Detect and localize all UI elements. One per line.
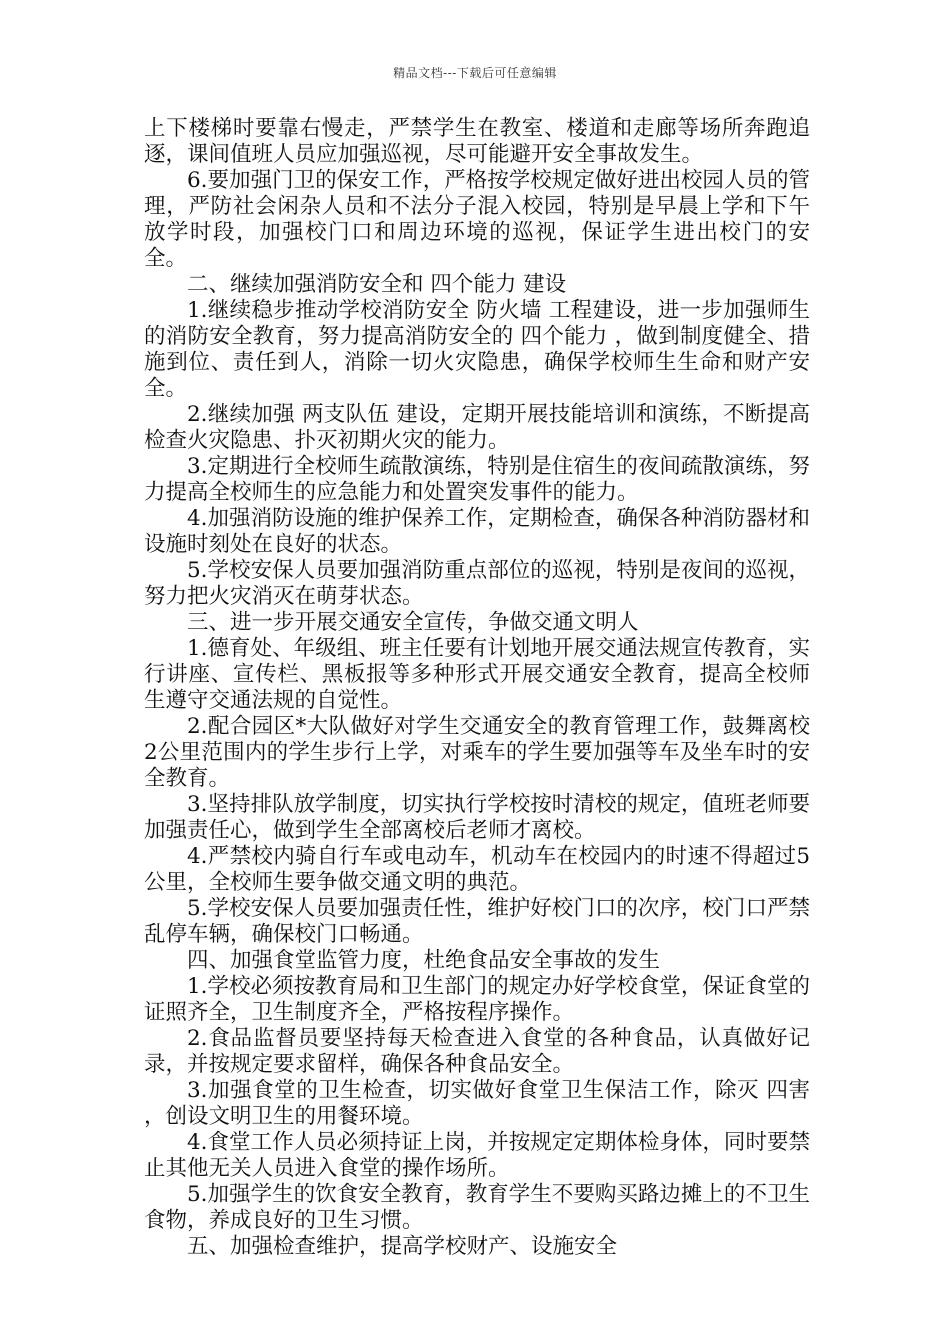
paragraph-item: 1.继续稳步推动学校消防安全 防火墙 工程建设，进一步加强师生的消防安全教育，努力提高消防安全的 四个能力 ，做到制度健全、措施到位、责任到人，消除一切火灾隐患，确保学校师生生命和财产安全。 xyxy=(144,298,810,401)
paragraph-item: 3.定期进行全校师生疏散演练，特别是住宿生的夜间疏散演练，努力提高全校师生的应急能力和处置突发事件的能力。 xyxy=(144,454,810,505)
paragraph-item: 3.坚持排队放学制度，切实执行学校按时清校的规定，值班老师要加强责任心，做到学生全部离校后老师才离校。 xyxy=(144,792,810,843)
paragraph-item: 2.配合园区*大队做好对学生交通安全的教育管理工作，鼓舞离校2公里范围内的学生步行上学，对乘车的学生要加强等车及坐车时的安全教育。 xyxy=(144,714,810,791)
document-body xyxy=(144,116,810,1260)
paragraph-item-6: 6.要加强门卫的保安工作，严格按学校规定做好进出校园人员的管理，严防社会闲杂人员和不法分子混入校园，特别是早晨上学和下午放学时段，加强校门口和周边环境的巡视，保证学生进出校门的安全。 xyxy=(144,168,810,271)
paragraph-continuation: 上下楼梯时要靠右慢走，严禁学生在教室、楼道和走廊等场所奔跑追逐，课间值班人员应加强巡视，尽可能避开安全事故发生。 xyxy=(144,116,810,167)
paragraph-item: 5.学校安保人员要加强消防重点部位的巡视，特别是夜间的巡视，努力把火灾消灭在萌芽状态。 xyxy=(144,558,810,609)
section-heading-5: 五、加强检查维护，提高学校财产、设施安全 xyxy=(187,1234,618,1259)
section-heading-4: 四、加强食堂监管力度，杜绝食品安全事故的发生 xyxy=(187,948,661,973)
paragraph-item: 2.食品监督员要坚持每天检查进入食堂的各种食品，认真做好记录，并按规定要求留样，确保各种食品安全。 xyxy=(144,1026,810,1077)
paragraph-item: 1.学校必须按教育局和卫生部门的规定办好学校食堂，保证食堂的证照齐全，卫生制度齐全，严格按程序操作。 xyxy=(144,974,810,1025)
paragraph-item: 1.德育处、年级组、班主任要有计划地开展交通法规宣传教育，实行讲座、宣传栏、黑板报等多种形式开展交通安全教育，提高全校师生遵守交通法规的自觉性。 xyxy=(144,636,810,713)
page-header: 精品文档---下载后可任意编辑 xyxy=(393,66,557,80)
paragraph-item: 5.学校安保人员要加强责任性，维护好校门口的次序，校门口严禁乱停车辆，确保校门口畅通。 xyxy=(144,896,810,947)
paragraph-item: 5.加强学生的饮食安全教育，教育学生不要购买路边摊上的不卫生食物，养成良好的卫生习惯。 xyxy=(144,1182,810,1233)
paragraph-item: 2.继续加强 两支队伍 建设，定期开展技能培训和演练，不断提高检查火灾隐患、扑灭初期火灾的能力。 xyxy=(144,402,810,453)
section-heading-3: 三、进一步开展交通安全宣传，争做交通文明人 xyxy=(187,610,639,635)
paragraph-item: 4.食堂工作人员必须持证上岗，并按规定定期体检身体，同时要禁止其他无关人员进入食堂的操作场所。 xyxy=(144,1130,810,1181)
paragraph-item: 3.加强食堂的卫生检查，切实做好食堂卫生保洁工作，除灭 四害 ，创设文明卫生的用餐环境。 xyxy=(144,1078,810,1129)
section-heading-2: 二、继续加强消防安全和 四个能力 建设 xyxy=(187,272,567,297)
paragraph-item: 4.严禁校内骑自行车或电动车，机动车在校园内的时速不得超过5公里，全校师生要争做交通文明的典范。 xyxy=(144,844,810,895)
paragraph-item: 4.加强消防设施的维护保养工作，定期检查，确保各种消防器材和设施时刻处在良好的状态。 xyxy=(144,506,810,557)
